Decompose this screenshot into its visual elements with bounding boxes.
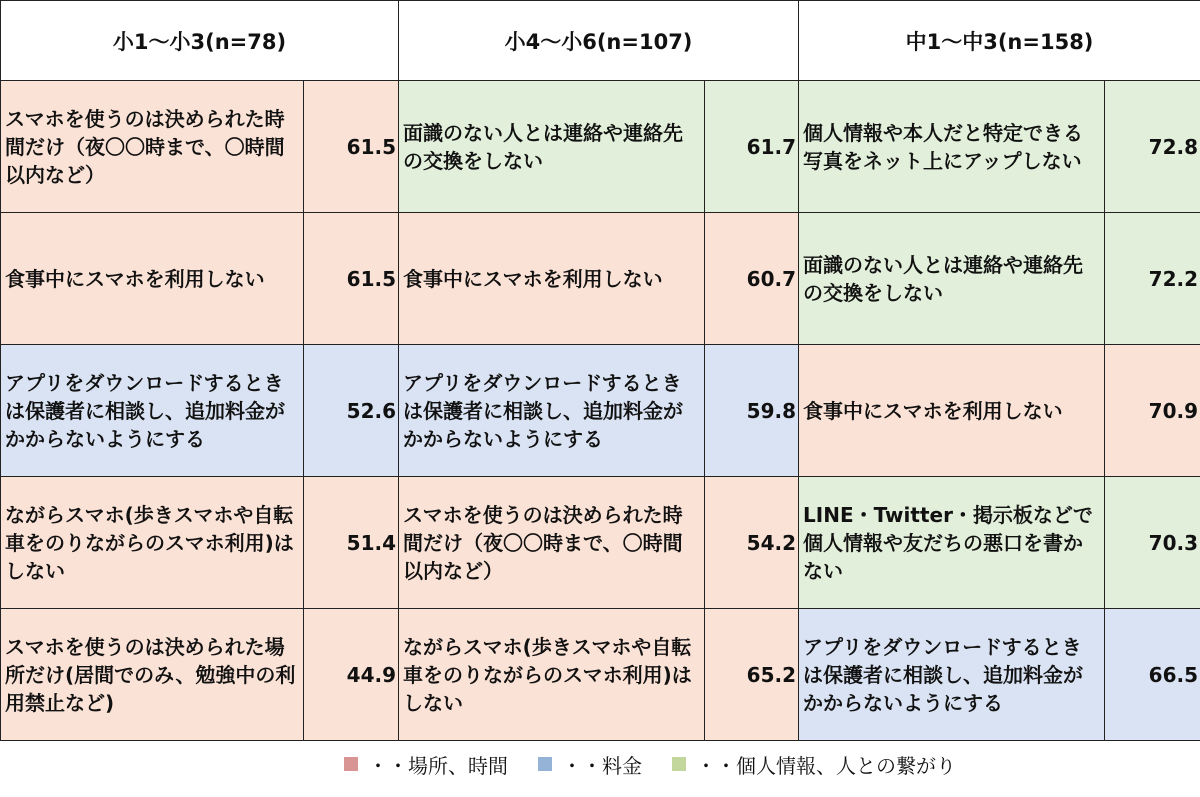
item-cell: アプリをダウンロードするときは保護者に相談し、追加料金がかからないようにする bbox=[1, 345, 304, 477]
legend bbox=[344, 748, 956, 780]
value-cell: 66.5 bbox=[1105, 609, 1200, 741]
value-cell: 70.9 bbox=[1105, 345, 1200, 477]
value-cell: 61.7 bbox=[705, 81, 799, 213]
legend-label-fee: ・・料金 bbox=[562, 753, 642, 778]
item-cell: 個人情報や本人だと特定できる写真をネット上にアップしない bbox=[799, 81, 1105, 213]
legend-item-location-time bbox=[344, 750, 508, 779]
value-cell: 51.4 bbox=[304, 477, 399, 609]
rank-row-5 bbox=[1, 609, 1200, 741]
value-cell: 61.5 bbox=[304, 213, 399, 345]
header-row bbox=[1, 1, 1200, 81]
value-cell: 60.7 bbox=[705, 213, 799, 345]
rank-row-3 bbox=[1, 345, 1200, 477]
rank-row-4 bbox=[1, 477, 1200, 609]
legend-label-personal-info: ・・個人情報、人との繋がり bbox=[696, 753, 956, 778]
item-cell: 面識のない人とは連絡や連絡先の交換をしない bbox=[399, 81, 705, 213]
rank-row-2 bbox=[1, 213, 1200, 345]
item-cell: 面識のない人とは連絡や連絡先の交換をしない bbox=[799, 213, 1105, 345]
item-cell: 食事中にスマホを利用しない bbox=[399, 213, 705, 345]
value-cell: 59.8 bbox=[705, 345, 799, 477]
value-cell: 54.2 bbox=[705, 477, 799, 609]
item-cell: LINE・Twitter・掲示板などで個人情報や友だちの悪口を書かない bbox=[799, 477, 1105, 609]
item-cell: ながらスマホ(歩きスマホや自転車をのりながらのスマホ利用)はしない bbox=[399, 609, 705, 741]
group-header-elementary-lower: 小1〜小3(n=78) bbox=[1, 1, 399, 81]
item-cell: スマホを使うのは決められた場所だけ(居間でのみ、勉強中の利用禁止など) bbox=[1, 609, 304, 741]
value-cell: 44.9 bbox=[304, 609, 399, 741]
item-cell: アプリをダウンロードするときは保護者に相談し、追加料金がかからないようにする bbox=[799, 609, 1105, 741]
item-cell: 食事中にスマホを利用しない bbox=[1, 213, 304, 345]
value-cell: 72.8 bbox=[1105, 81, 1200, 213]
legend-swatch-location-time bbox=[344, 757, 358, 771]
item-cell: スマホを使うのは決められた時間だけ（夜〇〇時まで、〇時間以内など） bbox=[1, 81, 304, 213]
group-header-junior-high: 中1〜中3(n=158) bbox=[799, 1, 1200, 81]
item-cell: スマホを使うのは決められた時間だけ（夜〇〇時まで、〇時間以内など） bbox=[399, 477, 705, 609]
rank-row-1 bbox=[1, 81, 1200, 213]
item-cell: ながらスマホ(歩きスマホや自転車をのりながらのスマホ利用)はしない bbox=[1, 477, 304, 609]
item-cell: アプリをダウンロードするときは保護者に相談し、追加料金がかからないようにする bbox=[399, 345, 705, 477]
legend-label-location-time: ・・場所、時間 bbox=[368, 753, 508, 778]
legend-swatch-fee bbox=[538, 757, 552, 771]
legend-swatch-personal-info bbox=[672, 757, 686, 771]
legend-item-personal-info bbox=[672, 750, 956, 779]
value-cell: 65.2 bbox=[705, 609, 799, 741]
item-cell: 食事中にスマホを利用しない bbox=[799, 345, 1105, 477]
legend-item-fee bbox=[538, 750, 642, 779]
value-cell: 72.2 bbox=[1105, 213, 1200, 345]
value-cell: 61.5 bbox=[304, 81, 399, 213]
value-cell: 70.3 bbox=[1105, 477, 1200, 609]
group-header-elementary-upper: 小4〜小6(n=107) bbox=[399, 1, 799, 81]
value-cell: 52.6 bbox=[304, 345, 399, 477]
